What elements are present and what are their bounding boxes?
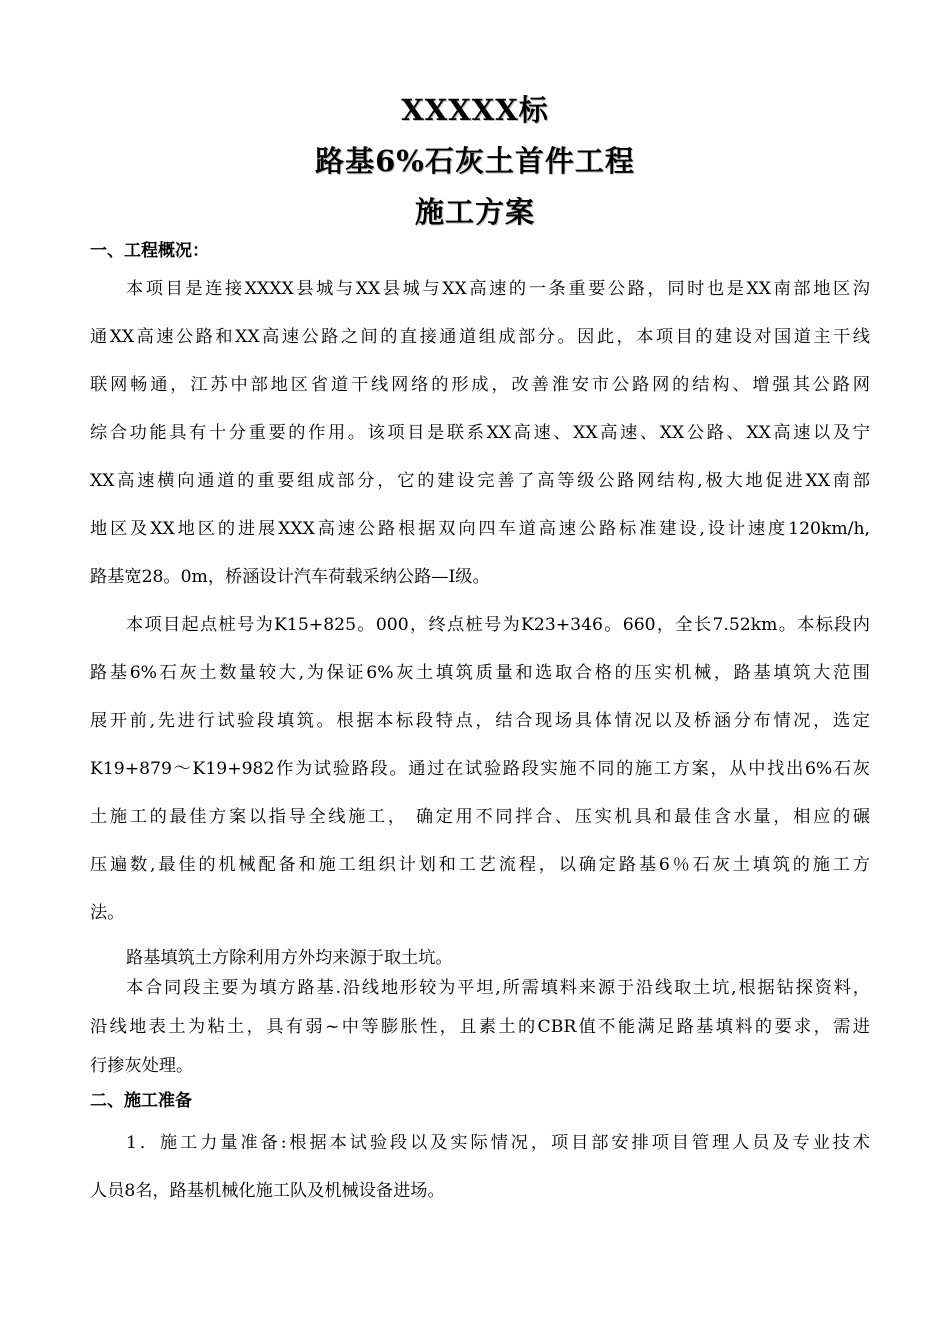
paragraph-line: 综合功能具有十分重要的作用。该项目是联系XX高速、XX高速、XX公路、XX高速以及宁: [90, 423, 870, 443]
paragraph-line: 沿线地表土为粘土，具有弱~中等膨胀性，且素土的CBR值不能满足路基填料的要求，需进: [90, 1017, 870, 1037]
section-2-heading: 二、施工准备: [90, 1091, 192, 1111]
paragraph-line: 路基填筑土方除利用方外均来源于取土坑。: [126, 948, 453, 968]
paragraph-line: 联网畅通，江苏中部地区省道干线网络的形成，改善淮安市公路网的结构、增强其公路网: [90, 375, 870, 395]
paragraph-line: 人员8名，路基机械化施工队及机械设备进场。: [90, 1181, 445, 1201]
paragraph-line: 法。: [90, 903, 125, 923]
paragraph-line: 行掺灰处理。: [90, 1056, 194, 1076]
title-line-3: 施工方案: [414, 195, 535, 229]
title-line-2: 路基6%石灰土首件工程: [315, 144, 635, 178]
paragraph-line: 压遍数,最佳的机械配备和施工组织计划和工艺流程，以确定路基6％石灰土填筑的施工方: [90, 855, 870, 875]
paragraph-line: XX高速横向通道的重要组成部分，它的建设完善了高等级公路网结构,极大地促进XX南部: [90, 471, 870, 491]
paragraph-line: 路基宽28。0m，桥涵设计汽车荷载采纳公路—Ⅰ级。: [90, 567, 490, 587]
paragraph-line: 土施工的最佳方案以指导全线施工， 确定用不同拌合、压实机具和最佳含水量，相应的碾: [90, 807, 870, 827]
paragraph-line: 通XX高速公路和XX高速公路之间的直接通道组成部分。因此，本项目的建设对国道主干线: [90, 327, 870, 347]
paragraph-line: 本项目起点桩号为K15+825。000，终点桩号为K23+346。660，全长7.52km。本标段内: [126, 615, 870, 635]
section-1-heading: 一、工程概况：: [90, 241, 209, 261]
paragraph-line: K19+879～K19+982作为试验路段。通过在试验路段实施不同的施工方案，从中找出6%石灰: [90, 759, 870, 779]
paragraph-line: 本项目是连接XXXX县城与XX县城与XX高速的一条重要公路，同时也是XX南部地区沟: [126, 279, 870, 299]
paragraph-line: 展开前,先进行试验段填筑。根据本标段特点，结合现场具体情况以及桥涵分布情况，选定: [90, 711, 870, 731]
paragraph-line: 路基6%石灰土数量较大,为保证6%灰土填筑质量和选取合格的压实机械，路基填筑大范围: [90, 663, 870, 683]
paragraph-line: 本合同段主要为填方路基.沿线地形较为平坦,所需填料来源于沿线取土坑,根据钻探资料，: [126, 978, 870, 998]
paragraph-line: 1．施工力量准备:根据本试验段以及实际情况，项目部安排项目管理人员及专业技术: [126, 1133, 870, 1153]
title-line-1: XXXXX标: [401, 93, 549, 127]
paragraph-line: 地区及XX地区的进展XXX高速公路根据双向四车道高速公路标准建设,设计速度120km/h,: [90, 519, 870, 539]
